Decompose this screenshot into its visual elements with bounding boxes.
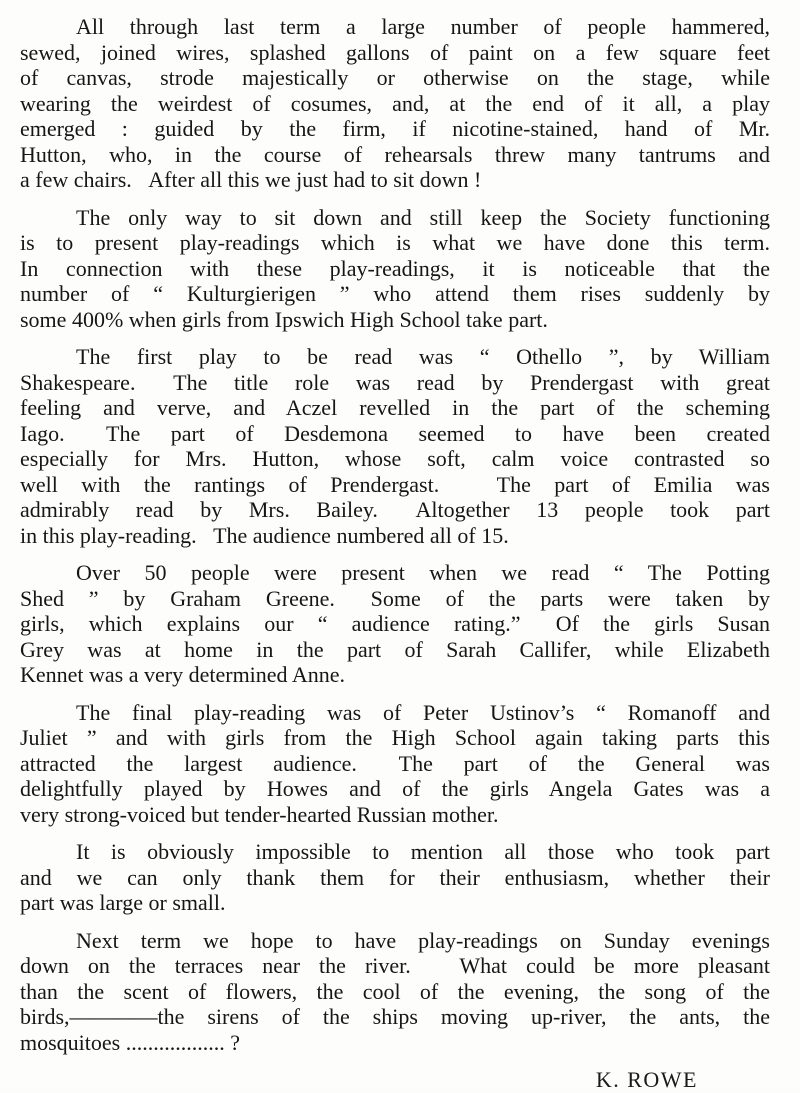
text-line: some 400% when girls from Ipswich High School take part. [20,306,548,332]
paragraph [20,344,770,548]
paragraph [20,700,770,828]
text-line: All through last term a large number of people hammered, [76,14,770,39]
text-line: attracted the largest audience. The part of the General was [20,750,770,776]
text-line: in this play-reading. The audience numbered all of 15. [20,522,509,548]
article-body [20,14,770,1055]
text-line: Next term we hope to have play-readings on Sunday evenings [76,927,770,953]
paragraph [20,205,770,333]
text-line: down on the terraces near the river. What could be more pleasant [20,953,770,978]
text-line: Grey was at home in the part of Sarah Callifer, while Elizabeth [20,636,770,662]
text-line: especially for Mrs. Hutton, whose soft, calm voice contrasted so [20,446,770,471]
text-line: Over 50 people were present when we read “ The Potting [76,560,770,585]
text-line: emerged : guided by the firm, if nicotine-stained, hand of Mr. [20,116,770,141]
text-line: and we can only thank them for their enthusiasm, whether their [20,864,770,890]
text-line: wearing the weirdest of cosumes, and, at the end of it all, a play [20,90,770,116]
text-line: In connection with these play-readings, it is noticeable that the [20,255,770,281]
text-line: well with the rantings of Prendergast. The part of Emilia was [20,471,770,497]
text-line: very strong-voiced but tender-hearted Russian mother. [20,801,499,827]
text-line: Iago. The part of Desdemona seemed to have been created [20,420,770,446]
text-line: of canvas, strode majestically or otherwise on the stage, while [20,65,770,90]
paragraph [20,14,770,193]
text-line: admirably read by Mrs. Bailey. Altogether 13 people took part [20,497,770,522]
text-line: girls, which explains our “ audience rating.” Of the girls Susan [20,611,770,636]
text-line: delightfully played by Howes and of the girls Angela Gates was a [20,776,770,801]
text-line: Shakespeare. The title role was read by Prendergast with great [20,369,770,395]
text-line: than the scent of flowers, the cool of the evening, the song of the [20,978,770,1004]
paragraph [20,928,770,1056]
text-line: The final play-reading was of Peter Ustinov’s “ Romanoff and [76,699,770,725]
text-line: mosquitoes .................. ? [20,1029,240,1055]
text-line: birds,————the sirens of the ships moving up-river, the ants, the [20,1004,770,1029]
paragraph [20,560,770,688]
text-line: The first play to be read was “ Othello ”, by William [76,344,770,369]
text-line: sewed, joined wires, splashed gallons of paint on a few square feet [20,39,770,65]
text-line: feeling and verve, and Aczel revelled in the part of the scheming [20,395,770,420]
paragraph [20,839,770,916]
text-line: Kennet was a very determined Anne. [20,662,345,687]
text-line: is to present play-readings which is what we have done this term. [20,230,770,255]
signature: K. ROWE [595,1067,698,1092]
text-line: Juliet ” and with girls from the High School again taking parts this [20,725,770,750]
text-line: Shed ” by Graham Greene. Some of the parts were taken by [20,585,770,611]
text-line: It is obviously impossible to mention all those who took part [76,839,770,864]
text-line: part was large or small. [20,890,226,915]
text-line: number of “ Kulturgierigen ” who attend them rises suddenly by [20,281,770,306]
text-line: The only way to sit down and still keep the Society functioning [76,204,770,230]
text-line: Hutton, who, in the course of rehearsals threw many tantrums and [20,141,770,167]
text-line: a few chairs. After all this we just had to sit down ! [20,167,482,192]
